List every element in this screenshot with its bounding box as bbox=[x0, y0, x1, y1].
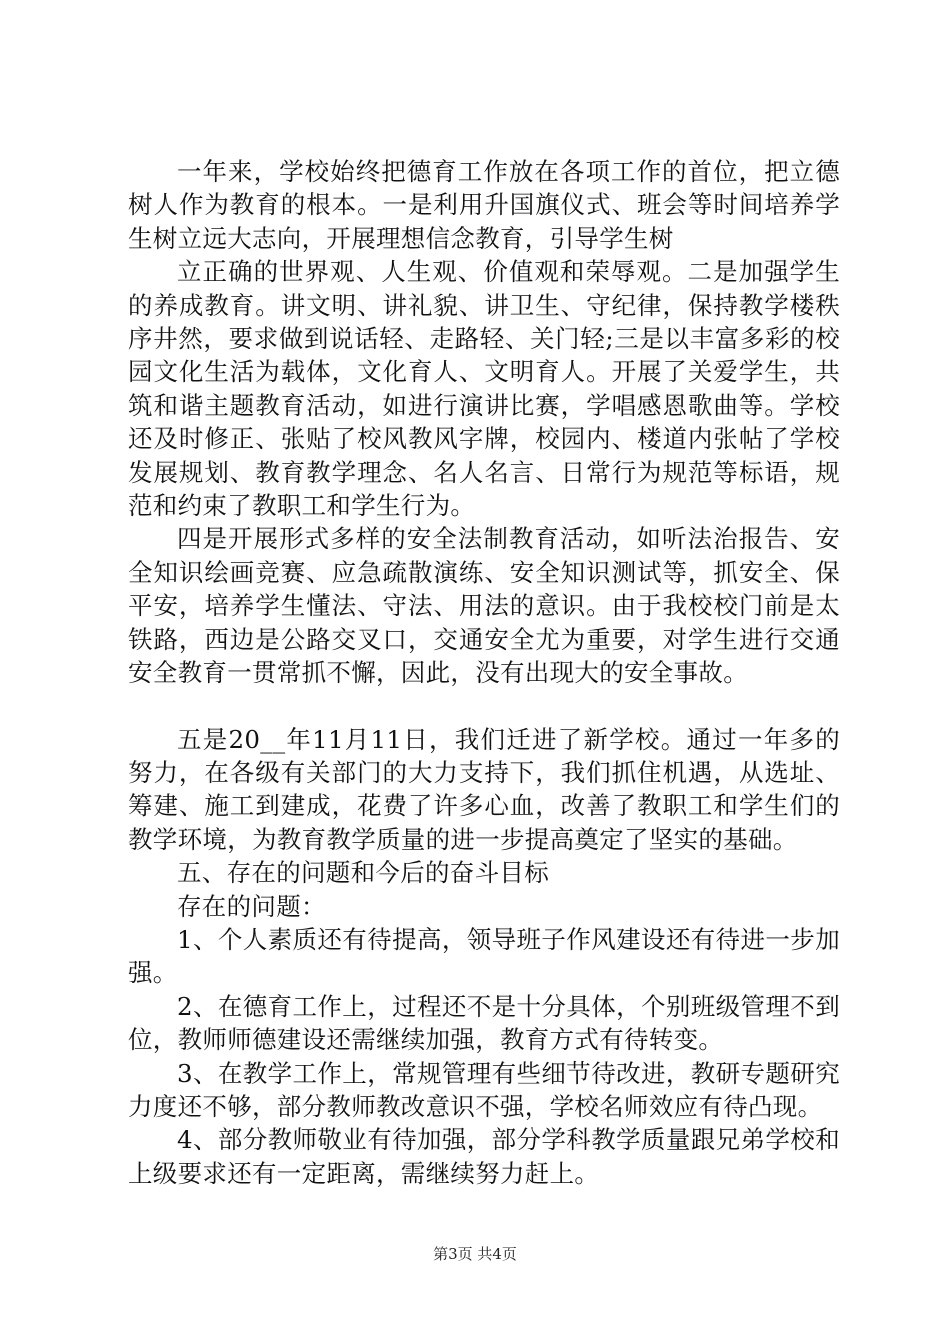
paragraph-habit-education: 立正确的世界观、人生观、价值观和荣辱观。二是加强学生的养成教育。讲文明、讲礼貌、讲卫生、守纪律，保持教学楼秩序井然，要求做到说话轻、走路轻、关门轻;三是以丰富多彩的校园文化生活为载体，文化育人、文明育人。开展了关爱学生，共筑和谐主题教育活动，如进行演讲比赛，学唱感恩歌曲等。学校还及时修正、张贴了校风教风字牌，校园内、楼道内张帖了学校发展规划、教育教学理念、名人名言、日常行为规范等标语，规范和约束了教职工和学生行为。 bbox=[128, 257, 840, 521]
document-body bbox=[128, 155, 840, 1190]
page-number-footer: 第3页 共4页 bbox=[433, 1245, 517, 1263]
problem-item: 2、在德育工作上，过程还不是十分具体，个别班级管理不到位，教师师德建设还需继续加强，教育方式有待转变。 bbox=[128, 991, 840, 1055]
problem-item: 3、在教学工作上，常规管理有些细节待改进，教研专题研究力度还不够，部分教师教改意识不强，学校名师效应有待凸现。 bbox=[128, 1058, 840, 1121]
paragraph-moral-education: 一年来，学校始终把德育工作放在各项工作的首位，把立德树人作为教育的根本。一是利用升国旗仪式、班会等时间培养学生树立远大志向，开展理想信念教育，引导学生树 bbox=[128, 157, 840, 253]
paragraph-safety-education: 四是开展形式多样的安全法制教育活动，如听法治报告、安全知识绘画竞赛、应急疏散演练、安全知识测试等，抓安全、保平安，培养学生懂法、守法、用法的意识。由于我校校门前是太铁路，西边是公路交叉口，交通安全尤为重要，对学生进行交通安全教育一贯常抓不懈，因此，没有出现大的安全事故。 bbox=[128, 524, 840, 688]
paragraph-new-school: 五是20__年11月11日，我们迁进了新学校。通过一年多的努力，在各级有关部门的大力支持下，我们抓住机遇，从选址、筹建、施工到建成，花费了许多心血，改善了教职工和学生们的教学环境，为教育教学质量的进一步提高奠定了坚实的基础。 bbox=[128, 724, 840, 854]
paragraph-spacer bbox=[128, 690, 840, 723]
problem-item: 1、个人素质还有待提高，领导班子作风建设还有待进一步加强。 bbox=[128, 924, 840, 988]
problem-item: 4、部分教师敬业有待加强，部分学科教学质量跟兄弟学校和上级要求还有一定距离，需继续努力赶上。 bbox=[128, 1125, 840, 1188]
section-heading: 五、存在的问题和今后的奋斗目标 bbox=[177, 858, 549, 888]
subsection-heading: 存在的问题： bbox=[177, 891, 326, 921]
